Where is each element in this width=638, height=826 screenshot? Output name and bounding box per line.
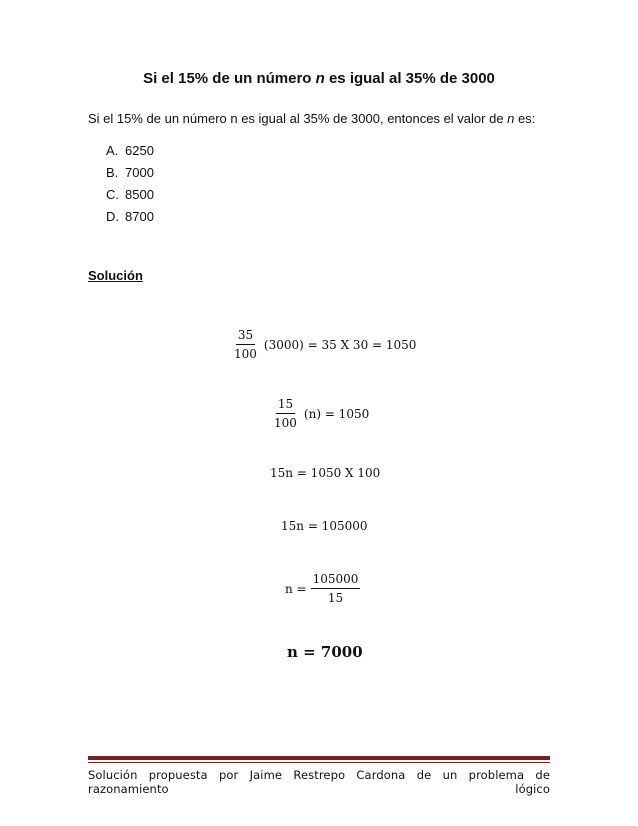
footer-rule-thin	[88, 762, 550, 763]
title-after: es igual al 35% de 3000	[324, 70, 495, 87]
page-title	[0, 70, 638, 87]
step-text: 15n = 105000	[281, 519, 368, 533]
step-rest: (3000) = 35 X 30 = 1050	[263, 337, 417, 352]
step-rest: (n) = 1050	[303, 406, 370, 421]
numerator: 35	[236, 328, 255, 345]
question-text	[88, 111, 535, 126]
solution-step-1	[232, 328, 416, 361]
fraction	[232, 328, 259, 361]
solution-step-2	[272, 397, 369, 430]
denominator: 15	[327, 591, 344, 605]
solution-step-5	[285, 572, 365, 605]
step-text: n = 7000	[287, 643, 363, 661]
option-letter: C.	[106, 187, 119, 202]
fraction	[311, 572, 361, 605]
solution-heading: Solución	[88, 268, 143, 283]
option-letter: D.	[106, 209, 119, 224]
option-value: 6250	[125, 143, 154, 158]
question-before: Si el 15% de un número n es igual al 35% de 3000, entonces el valor de	[88, 111, 508, 126]
option-b	[106, 165, 154, 187]
title-variable: n	[315, 70, 325, 87]
step-lhs: n =	[285, 581, 307, 596]
option-a	[106, 143, 154, 165]
option-d	[106, 209, 154, 231]
option-letter: A.	[106, 143, 119, 158]
question-variable: n	[507, 111, 515, 126]
solution-step-4	[281, 519, 368, 533]
footer-rule-thick	[88, 756, 550, 760]
denominator: 100	[274, 416, 297, 430]
denominator: 100	[234, 347, 257, 361]
numerator: 105000	[311, 572, 361, 589]
answer-options	[106, 143, 154, 231]
option-letter: B.	[106, 165, 119, 180]
option-c	[106, 187, 154, 209]
question-after: es:	[514, 111, 536, 126]
footer-text: Solución propuesta por Jaime Restrepo Cardona de un problema de razonamiento lógico	[88, 768, 550, 796]
option-value: 8500	[125, 187, 154, 202]
final-answer	[287, 643, 363, 661]
solution-step-3	[270, 466, 380, 480]
option-value: 8700	[125, 209, 154, 224]
step-text: 15n = 1050 X 100	[270, 466, 381, 480]
fraction	[272, 397, 299, 430]
numerator: 15	[276, 397, 295, 414]
option-value: 7000	[125, 165, 154, 180]
title-before: Si el 15% de un número	[143, 70, 316, 87]
